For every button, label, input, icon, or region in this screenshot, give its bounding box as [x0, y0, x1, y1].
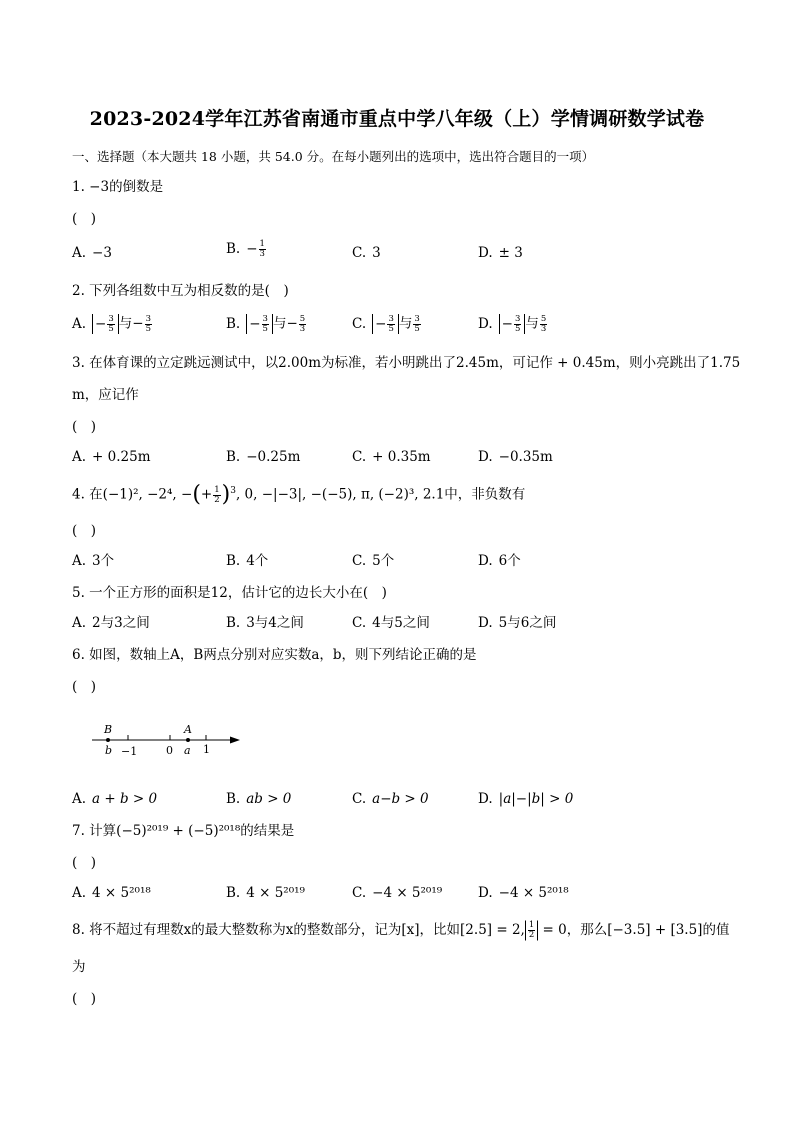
- question-2-option-b: B. − $\frac{3}{5}$ 与− $\frac{5}{3}$: [226, 313, 306, 334]
- question-7-option-c: C. −4 × 5²⁰¹⁹: [352, 885, 443, 901]
- question-2-option-d: D. − $\frac{3}{5}$ 与 $\frac{5}{3}$: [478, 313, 547, 334]
- question-6-option-d: D. |a|−|b| > 0: [478, 791, 574, 807]
- question-1-option-b: B. − $\frac{1}{3}$: [226, 239, 265, 259]
- question-1-option-d: D. ± 3: [478, 245, 523, 261]
- question-5-stem: 5. 一个正方形的面积是12，估计它的边长大小在( ): [72, 585, 387, 601]
- question-2-option-a: A. − $\frac{3}{5}$ 与− $\frac{3}{5}$: [72, 313, 152, 334]
- question-3-paren: ( ): [72, 419, 97, 435]
- number-line-figure: [90, 722, 250, 764]
- question-3-option-a: A. + 0.25m: [72, 449, 151, 465]
- question-6-option-b: B. ab > 0: [226, 791, 292, 807]
- question-7-paren: ( ): [72, 855, 97, 871]
- label-a: a: [184, 744, 191, 757]
- page-title: 2023-2024学年江苏省南通市重点中学八年级（上）学情调研数学试卷: [89, 108, 705, 130]
- question-4-stem: 4. 在(−1)², −2⁴, −(+ $\frac{1}{2}$ )$^3$, 0, −|−3|, −(−5), π, (−2)³, 2.1中，非负数有: [72, 482, 526, 507]
- label-zero: 0: [166, 744, 173, 757]
- question-7-option-d: D. −4 × 5²⁰¹⁸: [478, 885, 569, 901]
- question-4-paren: ( ): [72, 523, 97, 539]
- question-4-option-a: A. 3个: [72, 553, 115, 569]
- question-7-option-a: A. 4 × 5²⁰¹⁸: [72, 885, 151, 901]
- question-1-option-c: C. 3: [352, 245, 381, 261]
- question-3-stem-line2: m，应记作: [72, 387, 139, 403]
- question-1-option-a: A. −3: [72, 245, 112, 261]
- label-A: A: [184, 723, 192, 736]
- question-1-stem: 1. −3的倒数是: [72, 179, 164, 195]
- question-8-stem-line1: 8. 将不超过有理数x的最大整数称为x的整数部分，记为[x]，比如[2.5] = 2, $\frac{1}{2}$ = 0，那么[−3.5] + [3.5]的值: [72, 920, 730, 940]
- question-8-paren: ( ): [72, 991, 97, 1007]
- question-6-paren: ( ): [72, 679, 97, 695]
- question-6-option-c: C. a−b > 0: [352, 791, 429, 807]
- question-5-option-c: C. 4与5之间: [352, 615, 430, 631]
- question-1-paren: ( ): [72, 211, 97, 227]
- question-3-option-b: B. −0.25m: [226, 449, 301, 465]
- label-minus1: −1: [121, 745, 138, 758]
- section-heading: 一、选择题（本大题共 18 小题，共 54.0 分。在每小题列出的选项中，选出符合题目的一项）: [72, 149, 595, 164]
- question-6-option-a: A. a + b > 0: [72, 791, 158, 807]
- question-5-option-a: A. 2与3之间: [72, 615, 150, 631]
- question-7-stem: 7. 计算(−5)²⁰¹⁹ + (−5)²⁰¹⁸的结果是: [72, 823, 295, 839]
- point-a: [186, 738, 190, 742]
- question-2-stem: 2. 下列各组数中互为相反数的是( ): [72, 283, 289, 299]
- question-4-option-b: B. 4个: [226, 553, 269, 569]
- question-8-stem-line2: 为: [72, 959, 86, 975]
- question-5-option-b: B. 3与4之间: [226, 615, 304, 631]
- label-one: 1: [203, 743, 210, 756]
- label-B: B: [104, 723, 113, 736]
- label-b: b: [105, 744, 113, 757]
- arrow-icon: [230, 737, 240, 744]
- question-4-option-c: C. 5个: [352, 553, 395, 569]
- question-3-stem-line1: 3. 在体育课的立定跳远测试中，以2.00m为标准，若小明跳出了2.45m，可记作 + 0.45m，则小亮跳出了1.75: [72, 355, 741, 371]
- question-4-option-d: D. 6个: [478, 553, 521, 569]
- question-7-option-b: B. 4 × 5²⁰¹⁹: [226, 885, 305, 901]
- question-2-option-c: C. − $\frac{3}{5}$ 与 $\frac{3}{5}$: [352, 313, 420, 334]
- point-b: [106, 738, 110, 742]
- question-3-option-c: C. + 0.35m: [352, 449, 431, 465]
- question-3-option-d: D. −0.35m: [478, 449, 553, 465]
- question-5-option-d: D. 5与6之间: [478, 615, 557, 631]
- question-6-stem: 6. 如图，数轴上A，B两点分别对应实数a，b，则下列结论正确的是: [72, 647, 477, 663]
